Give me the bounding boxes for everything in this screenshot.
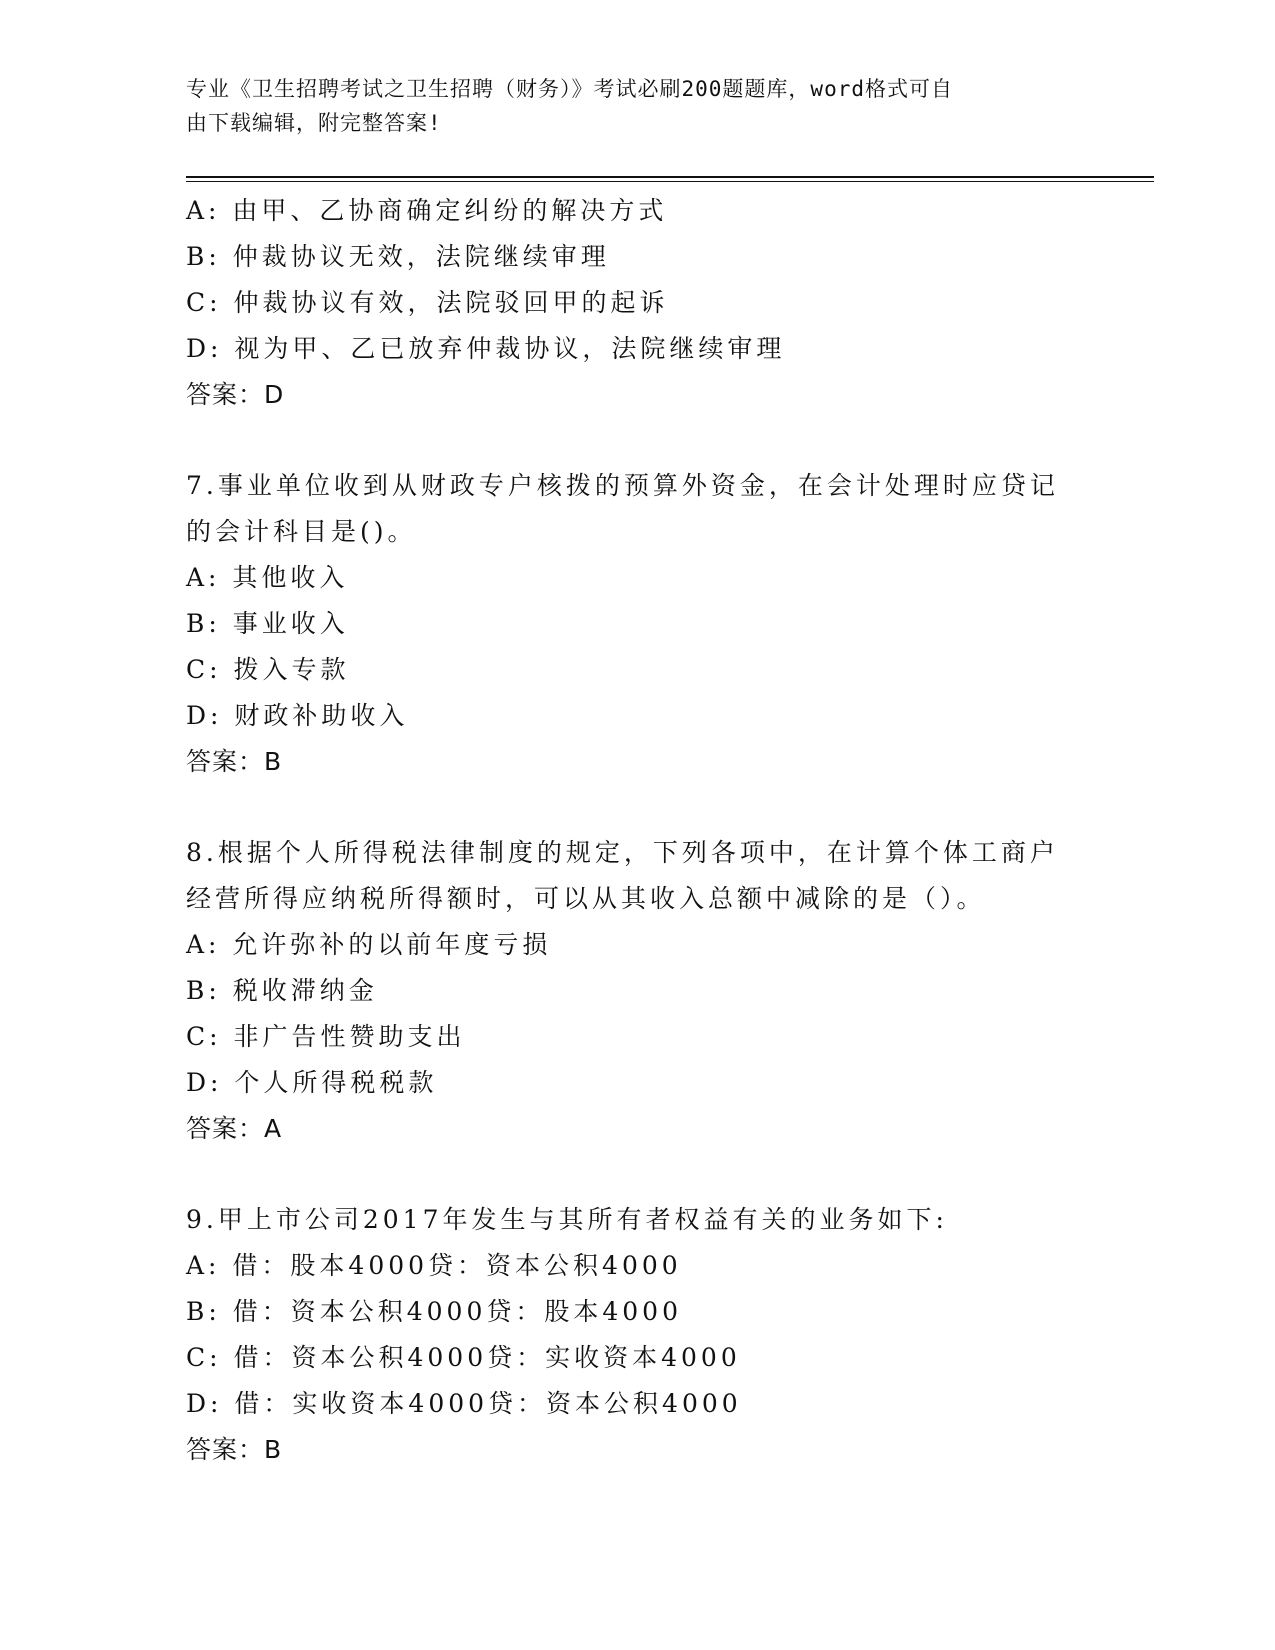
- question-8: [186, 830, 1086, 1152]
- question-spacer: [186, 418, 1086, 463]
- option-c: C: 非广告性赞助支出: [186, 1022, 466, 1051]
- option-d: D: 个人所得税税款: [186, 1068, 438, 1097]
- option-a: A: 借：股本4000贷：资本公积4000: [186, 1251, 682, 1280]
- header-line-1: 专业《卫生招聘考试之卫生招聘（财务）》考试必刷200题题库，word格式可自: [186, 77, 953, 101]
- option-d: D: 财政补助收入: [186, 701, 409, 730]
- question-9: [186, 1197, 1086, 1473]
- question-stem-line-2: 经营所得应纳税所得额时，可以从其收入总额中减除的是（）。: [186, 884, 986, 913]
- option-a: A: 其他收入: [186, 563, 349, 592]
- header-line-2: 由下载编辑，附完整答案!: [186, 111, 442, 135]
- question-7: [186, 463, 1086, 785]
- option-c: C: 拨入专款: [186, 655, 350, 684]
- header-divider-thick: [186, 176, 1154, 178]
- question-stem-line-1: 7.事业单位收到从财政专户核拨的预算外资金，在会计处理时应贷记: [186, 471, 1059, 500]
- option-b: B: 税收滞纳金: [186, 976, 378, 1005]
- option-a: A: 允许弥补的以前年度亏损: [186, 930, 552, 959]
- option-a: A: 由甲、乙协商确定纠纷的解决方式: [186, 196, 668, 225]
- option-c: C: 借：资本公积4000贷：实收资本4000: [186, 1343, 741, 1372]
- header-divider-thin: [186, 181, 1154, 182]
- question-stem-line-1: 9.甲上市公司2017年发生与其所有者权益有关的业务如下:: [186, 1205, 948, 1234]
- option-b: B: 借：资本公积4000贷：股本4000: [186, 1297, 682, 1326]
- option-d: D: 视为甲、乙已放弃仲裁协议，法院继续审理: [186, 334, 786, 363]
- option-b: B: 事业收入: [186, 609, 349, 638]
- option-c: C: 仲裁协议有效，法院驳回甲的起诉: [186, 288, 669, 317]
- answer-line: 答案：A: [186, 1114, 283, 1143]
- document-header: [186, 72, 1066, 140]
- question-6-continued: [186, 188, 1086, 418]
- option-d: D: 借：实收资本4000贷：资本公积4000: [186, 1389, 742, 1418]
- answer-line: 答案：B: [186, 1435, 283, 1464]
- question-stem-line-2: 的会计科目是()。: [186, 517, 417, 546]
- answer-line: 答案：D: [186, 380, 285, 409]
- question-spacer: [186, 785, 1086, 830]
- option-b: B: 仲裁协议无效，法院继续审理: [186, 242, 610, 271]
- answer-line: 答案：B: [186, 747, 283, 776]
- question-stem-line-1: 8.根据个人所得税法律制度的规定，下列各项中，在计算个体工商户: [186, 838, 1059, 867]
- question-spacer: [186, 1152, 1086, 1197]
- question-list: [186, 188, 1086, 1473]
